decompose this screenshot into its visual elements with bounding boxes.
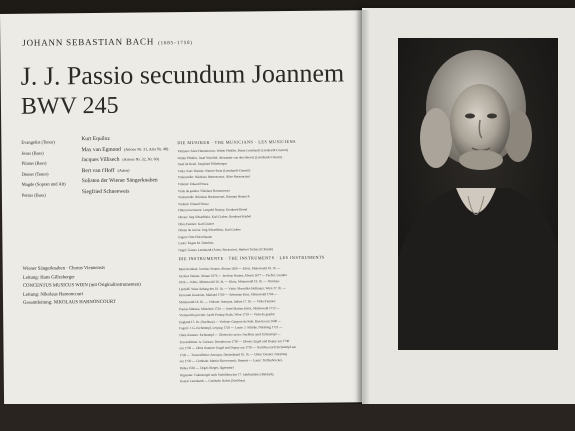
musician-line: Oboen: Jürg Schaeftlein, Karl Gruber, Bernhard Klebel [178, 214, 252, 220]
musicians-heading: DIE MUSIKER · THE MUSICIANS · LES MUSICIENS [177, 138, 296, 146]
cast-performer: Bert van t'Hoff [81, 167, 115, 174]
musician-line: Laute: Eugen M. Dombois [178, 241, 214, 246]
instrument-line: Mittenwald 18. Jh. — Violone: Anonym, Italien 17. Jh. — Viola d'amore: [179, 299, 277, 305]
instrument-line: Jacobus Stainer, Absam 1676 — Jacobus Stainer, Absam 1677 — Pacher, London [178, 272, 287, 278]
instrument-line: Padua 1592 — Orgel: Rieger, Jägerndorf [179, 365, 234, 371]
instrument-line: Traversflöten: A. Grenser, Dresden um 1750 — Oboen: Engel und Dupuy um 1740 [179, 338, 290, 344]
musician-line: Violinen: Alice Harnoncourt, Walter Pfeiffer, Marie Leonhardt (Leonhardt-Consort) [177, 147, 288, 154]
musician-line: Flöten traversiere: Leopold Stastny, Gernhard Bertel [178, 207, 248, 213]
ensemble-line: Gesamtleitung: NIKOLAUS HARNONCOURT [23, 299, 116, 306]
musician-line: Violone: Eduard Hruza [177, 201, 209, 206]
cast-performer: Max van Egmond [81, 146, 121, 153]
instrument-line: Violoncello piccolo: Jacob Prokop Stalis, Wien 1719 — Viola da gamba: [179, 312, 276, 318]
cast-performers [81, 133, 169, 197]
portrait-illustration [398, 38, 558, 350]
instrument-line: Barockvioline: Jacobus Stainer, Absam 1658 — Klotz, Mittenwald 18. Jh. — [178, 266, 281, 272]
instrument-line: England 17. Jh. (Nachbau) — Violone: Gasparo da Salò, Brescia um 1600 — [179, 318, 282, 324]
musician-line: Josef de Kraft, Siegfried Föllerberger [177, 161, 227, 167]
cast-role: Jesus (Bass) [21, 150, 44, 156]
bach-portrait [398, 38, 558, 350]
instruments-list [179, 264, 360, 385]
instrument-line: um 1750 — Oboe d'amore: Engel und Dupuy um 1750 — Nachbau nach Eichentopf um [179, 345, 297, 351]
cast-performer: Siegfried Schneeweis [81, 188, 130, 195]
musician-line: Violone: Eduard Hruza [177, 181, 209, 187]
work-title: J. J. Passio secundum Joannem [20, 58, 345, 91]
cast-note: (Arioso Nr. 32, Nr. 60) [122, 156, 160, 162]
left-page [0, 10, 376, 406]
ensemble-line: CONCENTUS MUSICUS WIEN (mit Originalinstrumenten) [22, 282, 141, 289]
instrument-line: Leidolff, Wien Anfang des 18. Jh. — Viola: Marcellus Hollmayr, Wien 17. Jh. — [178, 285, 287, 291]
musician-line: Viola da gamba: Nikolaus Harnoncourt [177, 188, 230, 193]
instrument-line: Giovanni Grancino, Mailand 1700 — Sebastian Kloz, Mittenwald 1764 — [178, 292, 278, 298]
musicians-list [177, 146, 358, 253]
composer-name: JOHANN SEBASTIAN BACH [22, 36, 155, 48]
musician-line: Orgel: Gustav Leonhardt (Arien, Rezitative), Herbert Tachezi (Choräle) [178, 247, 274, 253]
cast-note: (Arien) [117, 167, 130, 173]
musician-line: Viola: Kurt Theiner, Werner Stein (Leonhardt-Consort) [177, 168, 251, 173]
composer-dates: (1685–1750) [158, 40, 193, 47]
ensemble-line: Leitung: Nikolaus Harnoncourt [22, 291, 84, 298]
cast-performer: Jacques Villisech [81, 156, 120, 164]
cast-role: Petrus (Bass) [21, 192, 46, 198]
instrument-line: Oboe d'amore: Eichentopf — Oboen da caccia: Nachbau nach Eichentopf — [179, 332, 281, 338]
cast-role: Pilatus (Bass) [21, 160, 47, 166]
musician-line: Fagott: Otto Fleischmann [178, 234, 213, 239]
ensemble-line: Leitung: Hans Gillesberger [22, 274, 75, 281]
instrument-line: Paulus Alletsee, München 1720 — Josef Mattias Klotz, Mittenwald 1712 — [179, 305, 280, 311]
cast-note: (Arioso Nr. 31, Aria Nr. 48) [123, 145, 169, 152]
background-bottom [0, 404, 575, 431]
cast-roles [21, 137, 66, 200]
composer-line [22, 36, 193, 48]
cast-performer: Kurt Equiluz [81, 135, 110, 143]
musician-line: Oboi d'amore: Karl Gruber [178, 221, 214, 226]
musician-line: Walter Pfeiffer, Josef Schröfel, Alexander van den Heuvel (Leonhardt-Consort) [177, 154, 283, 160]
instrument-line: Organum: Truhenorgel nach Vorbildern des 17. Jahrhunderts (Bakfark), [179, 371, 275, 377]
cast-performer: Solisten der Wiener Sängerknaben [81, 177, 158, 185]
cast-role: Diener (Tenor) [21, 171, 49, 177]
cast-role: Magde (Sopran und Alt) [21, 181, 66, 187]
instrument-line: um 1720 — Cembalo: Martin Skowroneck, Bremen — Laute: Tieffenbrucker, [179, 358, 283, 364]
ensemble-line: Wiener Sängerknaben · Chorus Viennensis [22, 265, 105, 272]
book-gutter [356, 10, 370, 408]
instrument-line: Fagott: J. G. Eichentopf, Leipzig 1720 — Laute: J. Schelle, Nürnberg 1721 — [179, 325, 283, 331]
instrument-line: Gustav Leonhardt — Cembalo: Rubio (Nachbau) [179, 378, 245, 384]
instrument-line: 1826 — Klotz, Mittenwald 18. Jh. — Klotz, Mittenwald 18. Jh. — Nicolaus [178, 279, 280, 285]
musician-line: Oboen da caccia: Jürg Schaeftlein, Karl Gruber [178, 227, 241, 233]
bwv-number: BWV 245 [20, 92, 119, 120]
musician-line: Violoncello: Nikolaus Harnoncourt, Hartmut Heinrich [177, 194, 250, 200]
instruments-heading: DIE INSTRUMENTE · THE INSTRUMENTS · LES INSTRUMENTS [178, 254, 325, 262]
cast-role: Evangelist (Tenor) [21, 139, 55, 145]
instrument-line: 1720 — Traversflöten: Anonym, Deutschland 18. Jh. — Oboe: Denner, Nürnberg [179, 351, 288, 357]
musician-line: Violoncello: Nikolaus Harnoncourt, Alice Harnoncourt [177, 174, 251, 180]
ensembles [23, 265, 141, 309]
